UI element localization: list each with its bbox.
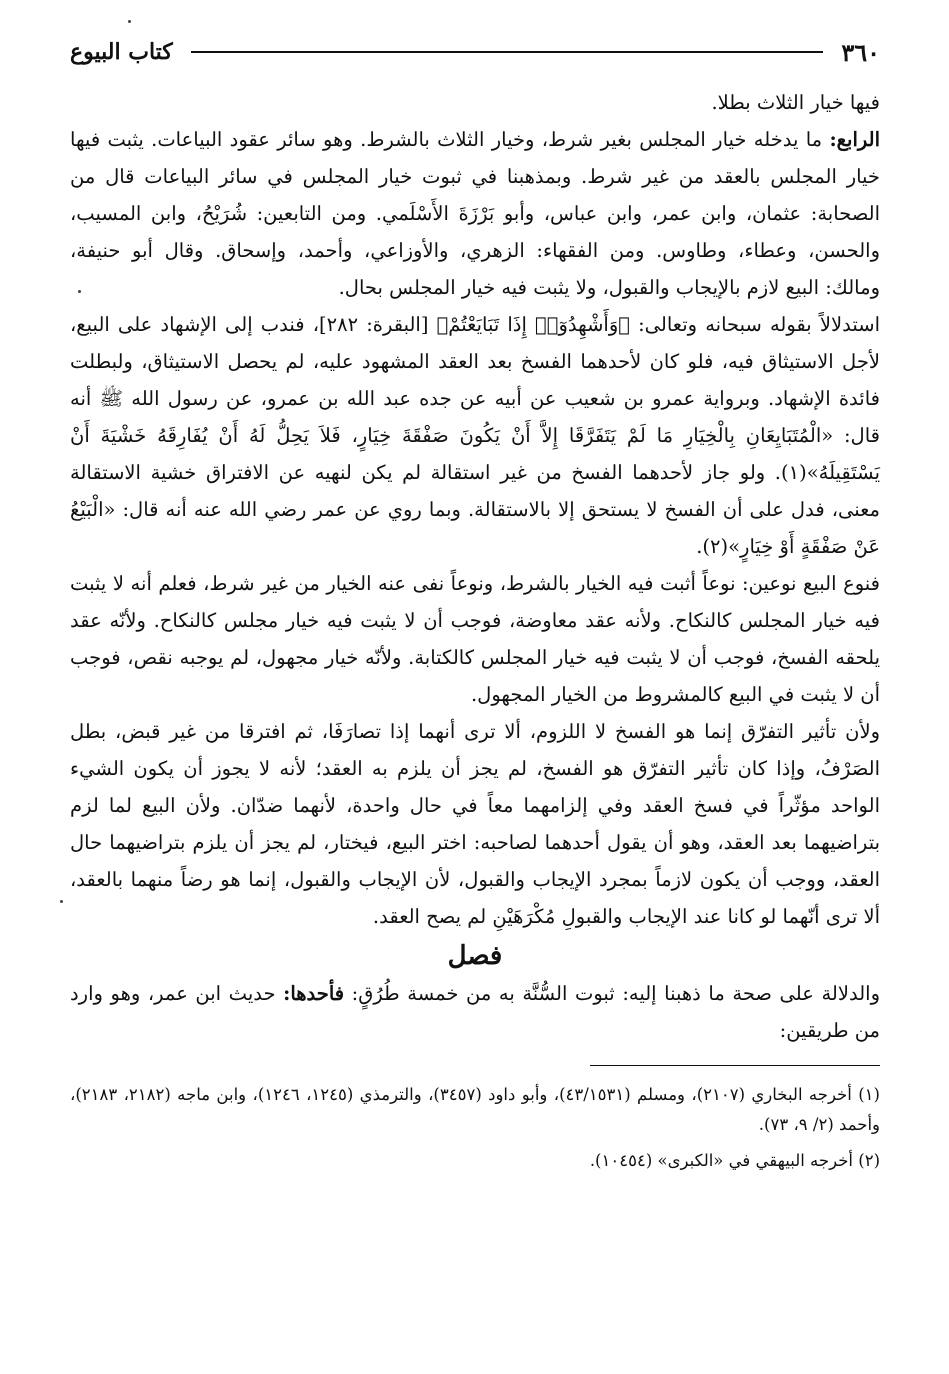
paragraph-text: ما يدخله خيار المجلس بغير شرط، وخيار الثلاث بالشرط. وهو سائر عقود البياعات. يثبت فيها خيار المجلس بالعقد من غير شرط. وبمذهبنا في ثبوت خيار المجلس في سائر البياعات قال من الصحابة: عثمان، وابن عمر، وابن عباس، وأبو بَرْزَةَ الأَسْلَمي. ومن التابعين: شُرَيْحُ، وابن المسيب، والحسن، وعطاء، وطاوس. ومن الفقهاء: الزهري، والأوزاعي، وأحمد، وإسحاق. وقال أبو حنيفة، ومالك: البيع لازم بالإيجاب والقبول، ولا يثبت فيه خيار المجلس بحال. xyxy=(70,128,880,299)
footnote-text: أخرجه البيهقي في «الكبرى» (١٠٤٥٤). xyxy=(589,1151,853,1170)
paragraph-text: والدلالة على صحة ما ذهبنا إليه: ثبوت السُّنَّة به من خمسة طُرُقٍ: xyxy=(344,982,881,1005)
running-title: كتاب البيوع xyxy=(70,39,173,65)
paragraph-text: استدلالاً بقوله سبحانه وتعالى: ﴿وَأَشْهِدُوٓا۟ إِذَا تَبَايَعْتُمْ﴾ [البقرة: ٢٨٢]، فندب إلى الإشهاد على البيع، لأجل الاستيثاق فيه، فلو كان لأحدهما الفسخ بعد العقد المشهود عليه، لم يحصل الاستيثاق، ولبطلت فائدة الإشهاد. وبرواية عمرو بن شعيب عن أبيه عن جده عبد الله بن عمرو، عن رسول الله ﷺ أنه قال: «الْمُتَبَايِعَانِ بِالْخِيَارِ مَا لَمْ يَتَفَرَّقَا إِلاَّ أَنْ يَكُونَ صَفْقَةَ خِيَارٍ، فَلاَ يَحِلُّ لَهُ أَنْ يُفَارِقَهُ خَشْيَةَ أَنْ يَسْتَقِيلَهُ»(١). ولو جاز لأحدهما الفسخ من غير استقالة لم يكن لنهيه عن الافتراق خشية الاستقالة معنى، فدل على أن الفسخ لا يستحق إلا بالاستقالة. وبما روي عن عمر رضي الله عنه أنه قال: «الْبَيْعُ عَنْ صَفْقَةٍ أَوْ خِيَارٍ»(٢). xyxy=(70,313,880,558)
footnote xyxy=(70,1146,880,1176)
paragraph-lead: فأحدها: xyxy=(283,982,345,1005)
footnote-separator xyxy=(590,1065,880,1066)
page-header xyxy=(70,32,880,72)
footnote xyxy=(70,1080,880,1140)
paragraph-text: حديث ابن عمر، وهو وارد من طريقين: xyxy=(70,982,880,1042)
footnote-text: أخرجه البخاري (٢١٠٧)، ومسلم (٤٣/١٥٣١)، وأبو داود (٣٤٥٧)، والترمذي (١٢٤٥، ١٢٤٦)، وابن ماجه (٢١٨٢، ٢١٨٣)، وأحمد (٢/ ٩، ٧٣). xyxy=(70,1085,880,1134)
page-number: ٣٦٠ xyxy=(841,37,880,67)
footnote-number: (٢) xyxy=(858,1151,880,1170)
paragraph xyxy=(70,84,880,121)
footnotes xyxy=(70,1080,880,1176)
section-heading: فصل xyxy=(447,941,503,971)
scan-speck xyxy=(128,20,131,23)
paragraph-text: فنوع البيع نوعين: نوعاً أثبت فيه الخيار بالشرط، ونوعاً نفى عنه الخيار من غير شرط، فعلم أنه لا يثبت فيه خيار المجلس كالنكاح. ولأنه عقد معاوضة، فوجب أن لا يثبت فيه خيار مجلس كالنكاح. ولأنّه عقد يلحقه الفسخ، فوجب أن لا يثبت فيه خيار المجلس كالكتابة. ولأنّه خيار مجهول، لم يوجبه نقص، فوجب أن لا يثبت في البيع كالمشروط من الخيار المجهول. xyxy=(70,572,880,706)
paragraph xyxy=(70,565,880,713)
footnote-number: (١) xyxy=(858,1085,880,1104)
paragraph-lead: الرابع: xyxy=(829,128,880,151)
paragraph-text: فيها خيار الثلاث بطلا. xyxy=(711,91,880,114)
paragraph-text: ولأن تأثير التفرّق إنما هو الفسخ لا اللزوم، ألا ترى أنهما إذا تصارَفَا، ثم افترقا من غير قبض، بطل الصَرْفُ، وإذا كان تأثير التفرّق هو الفسخ، لم يجز أن يلزم به العقد؛ لأنه لا يجوز أن يكون الشيء الواحد مؤثّراً في فسخ العقد وفي إلزامهما معاً في حال واحدة، لأنهما ضدّان. ولأن البيع لما لزم بتراضيهما بعد العقد، وهو أن يقول أحدهما لصاحبه: اختر البيع، فيختار، لم يجز أن يلزم بتراضيهما حال العقد، ووجب أن يكون لازماً بمجرد الإيجاب والقبول، لأن الإيجاب والقبول، إنما هو رضاً منهما بالعقد، ألا ترى أنّهما لو كانا عند الإيجاب والقبولِ مُكْرَهَيْنِ لم يصح العقد. xyxy=(70,720,880,928)
paragraph xyxy=(70,306,880,565)
main-text xyxy=(70,84,880,1049)
scan-speck xyxy=(60,900,63,903)
header-rule xyxy=(191,51,824,53)
paragraph xyxy=(70,713,880,935)
paragraph xyxy=(70,121,880,306)
section-paragraph xyxy=(70,975,880,1049)
book-page xyxy=(70,32,880,1182)
